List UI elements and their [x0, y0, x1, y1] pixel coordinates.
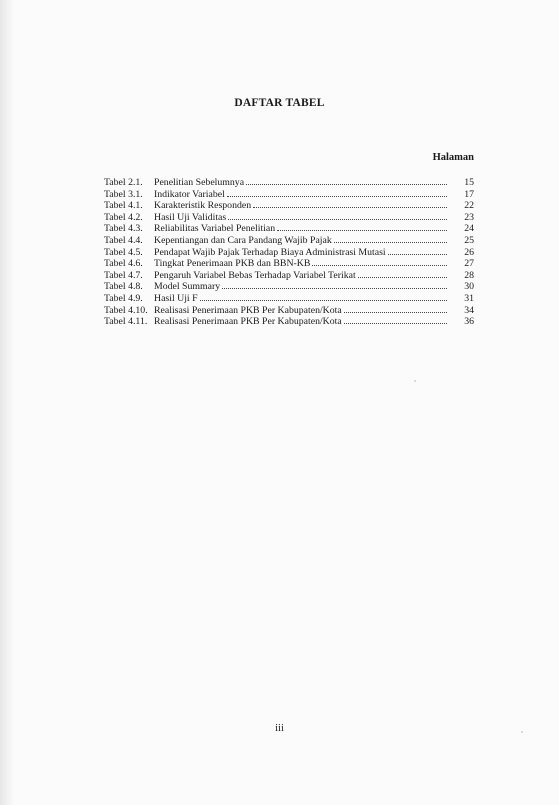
list-item: [104, 280, 474, 292]
table-label: Tabel 4.5.: [104, 246, 143, 258]
page-reference: 26: [464, 246, 474, 258]
table-label: Tabel 4.6.: [104, 258, 143, 270]
list-item: [104, 315, 474, 327]
page-reference: 30: [464, 281, 474, 293]
table-title: Kepentiangan dan Cara Pandang Wajib Pajak: [154, 234, 332, 246]
table-title: Model Summary: [154, 281, 221, 293]
table-title: Realisasi Penerimaan PKB Per Kabupaten/Kota: [154, 316, 342, 328]
table-label: Tabel 4.9.: [104, 292, 143, 304]
page-title: DAFTAR TABEL: [234, 97, 325, 109]
dot-leader: [358, 269, 447, 278]
page-number: iii: [275, 723, 284, 734]
list-item: [104, 188, 474, 200]
dot-leader: [228, 211, 447, 220]
page-reference: 36: [464, 316, 474, 328]
table-title: Karakteristik Responden: [154, 200, 252, 212]
table-label: Tabel 4.7.: [104, 269, 143, 281]
page-reference: 23: [464, 211, 474, 223]
dot-leader: [200, 292, 447, 301]
table-of-tables-list: [104, 176, 474, 327]
list-item: [104, 257, 474, 269]
list-item: [104, 292, 474, 304]
table-title: Reliabilitas Variabel Penelitian: [154, 223, 276, 235]
table-title: Tingkat Penerimaan PKB dan BBN-KB: [154, 258, 311, 270]
page-reference: 17: [464, 188, 474, 200]
table-label: Tabel 4.10.: [104, 304, 148, 316]
dot-leader: [344, 304, 447, 313]
list-item: [104, 234, 474, 246]
table-label: Tabel 4.1.: [104, 200, 143, 212]
table-title: Pengaruh Variabel Bebas Terhadap Variabel Terikat: [154, 269, 356, 281]
table-title: Hasil Uji Validitas: [154, 211, 227, 223]
list-item: [104, 199, 474, 211]
dot-leader: [222, 280, 447, 289]
dot-leader: [334, 234, 447, 243]
page-reference: 28: [464, 269, 474, 281]
page-reference: 15: [464, 177, 474, 188]
page-reference: 24: [464, 223, 474, 235]
table-title: Pendapat Wajib Pajak Terhadap Biaya Administrasi Mutasi: [154, 246, 386, 258]
scan-speck: [414, 380, 416, 382]
dot-leader: [277, 222, 447, 231]
page-reference: 22: [464, 200, 474, 212]
table-title: Hasil Uji F: [154, 292, 198, 304]
table-label: Tabel 4.4.: [104, 234, 143, 246]
dot-leader: [253, 199, 447, 208]
dot-leader: [227, 188, 447, 197]
list-item: [104, 269, 474, 281]
table-label: Tabel 4.2.: [104, 211, 143, 223]
page-reference: 25: [464, 234, 474, 246]
scan-speck: [521, 731, 523, 733]
table-label: Tabel 4.3.: [104, 223, 143, 235]
list-item: [104, 211, 474, 223]
table-label: Tabel 4.8.: [104, 281, 143, 293]
table-title: Realisasi Penerimaan PKB Per Kabupaten/Kota: [154, 304, 342, 316]
table-label: Tabel 2.1.: [104, 177, 143, 188]
table-title: Penelitian Sebelumnya: [154, 177, 245, 188]
table-label: Tabel 3.1.: [104, 188, 143, 200]
list-item: [104, 176, 474, 188]
dot-leader: [312, 257, 447, 266]
dot-leader: [246, 176, 447, 185]
dot-leader: [388, 246, 447, 255]
list-item: [104, 304, 474, 316]
dot-leader: [344, 315, 447, 324]
scan-edge-shadow: [0, 0, 14, 805]
table-title: Indikator Variabel: [154, 188, 225, 200]
page-reference: 27: [464, 258, 474, 270]
page-column-header: Halaman: [432, 152, 474, 163]
list-item: [104, 222, 474, 234]
page-reference: 34: [464, 304, 474, 316]
table-label: Tabel 4.11.: [104, 316, 148, 328]
page-reference: 31: [464, 292, 474, 304]
list-item: [104, 246, 474, 258]
